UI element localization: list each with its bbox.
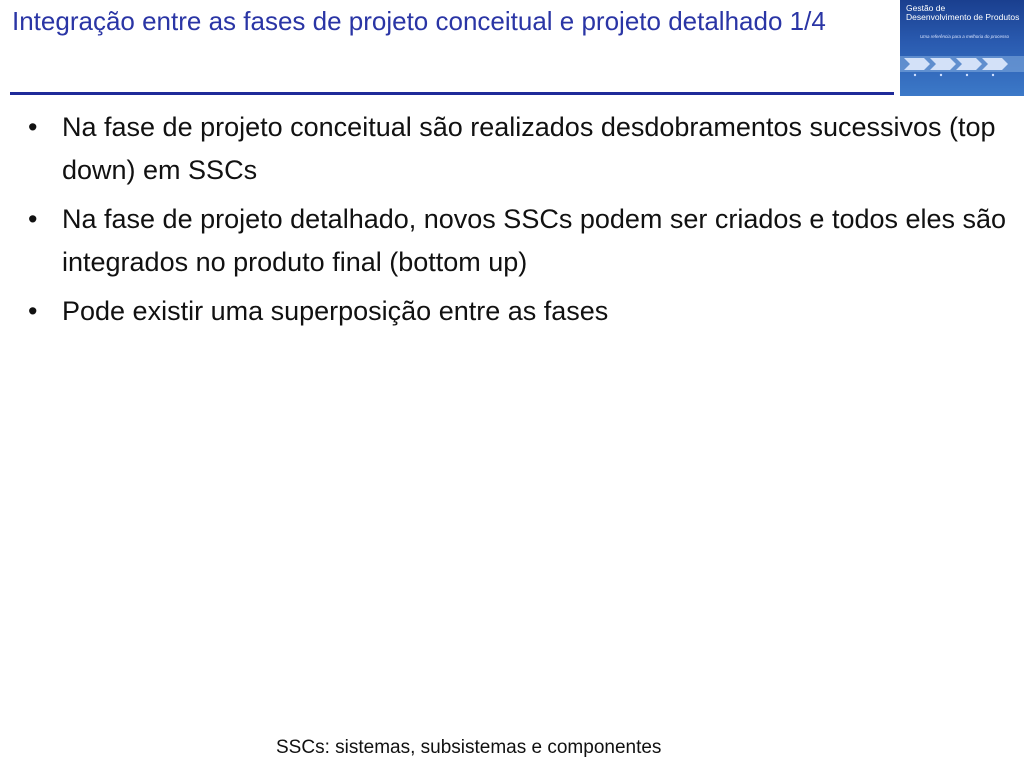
logo [900,0,1024,96]
footnote: SSCs: sistemas, subsistemas e componentes [276,737,662,758]
bullet-text: Pode existir uma superposição entre as fases [62,296,609,326]
logo-subtitle: Uma referência para a melhoria do processo [920,34,1010,39]
bullet-text: Na fase de projeto conceitual são realizados desdobramentos sucessivos (top down) em SSCs [62,112,996,185]
bullet-item [24,198,1014,284]
bullet-item [24,106,1014,192]
bullet-list [24,106,1014,339]
bullet-dot: • [28,112,38,142]
slide-title: Integração entre as fases de projeto conceitual e projeto detalhado 1/4 [12,6,826,36]
bullet-dot: • [28,204,38,234]
bullet-dot: • [28,296,38,326]
bullet-item [24,290,1014,333]
logo-text: Gestão de Desenvolvimento de Produtos [906,3,1020,22]
logo-arrow-band-icon [900,50,1024,78]
title-divider [10,92,894,95]
bullet-text: Na fase de projeto detalhado, novos SSCs podem ser criados e todos eles são integrados no produto final (bottom up) [62,204,1007,277]
